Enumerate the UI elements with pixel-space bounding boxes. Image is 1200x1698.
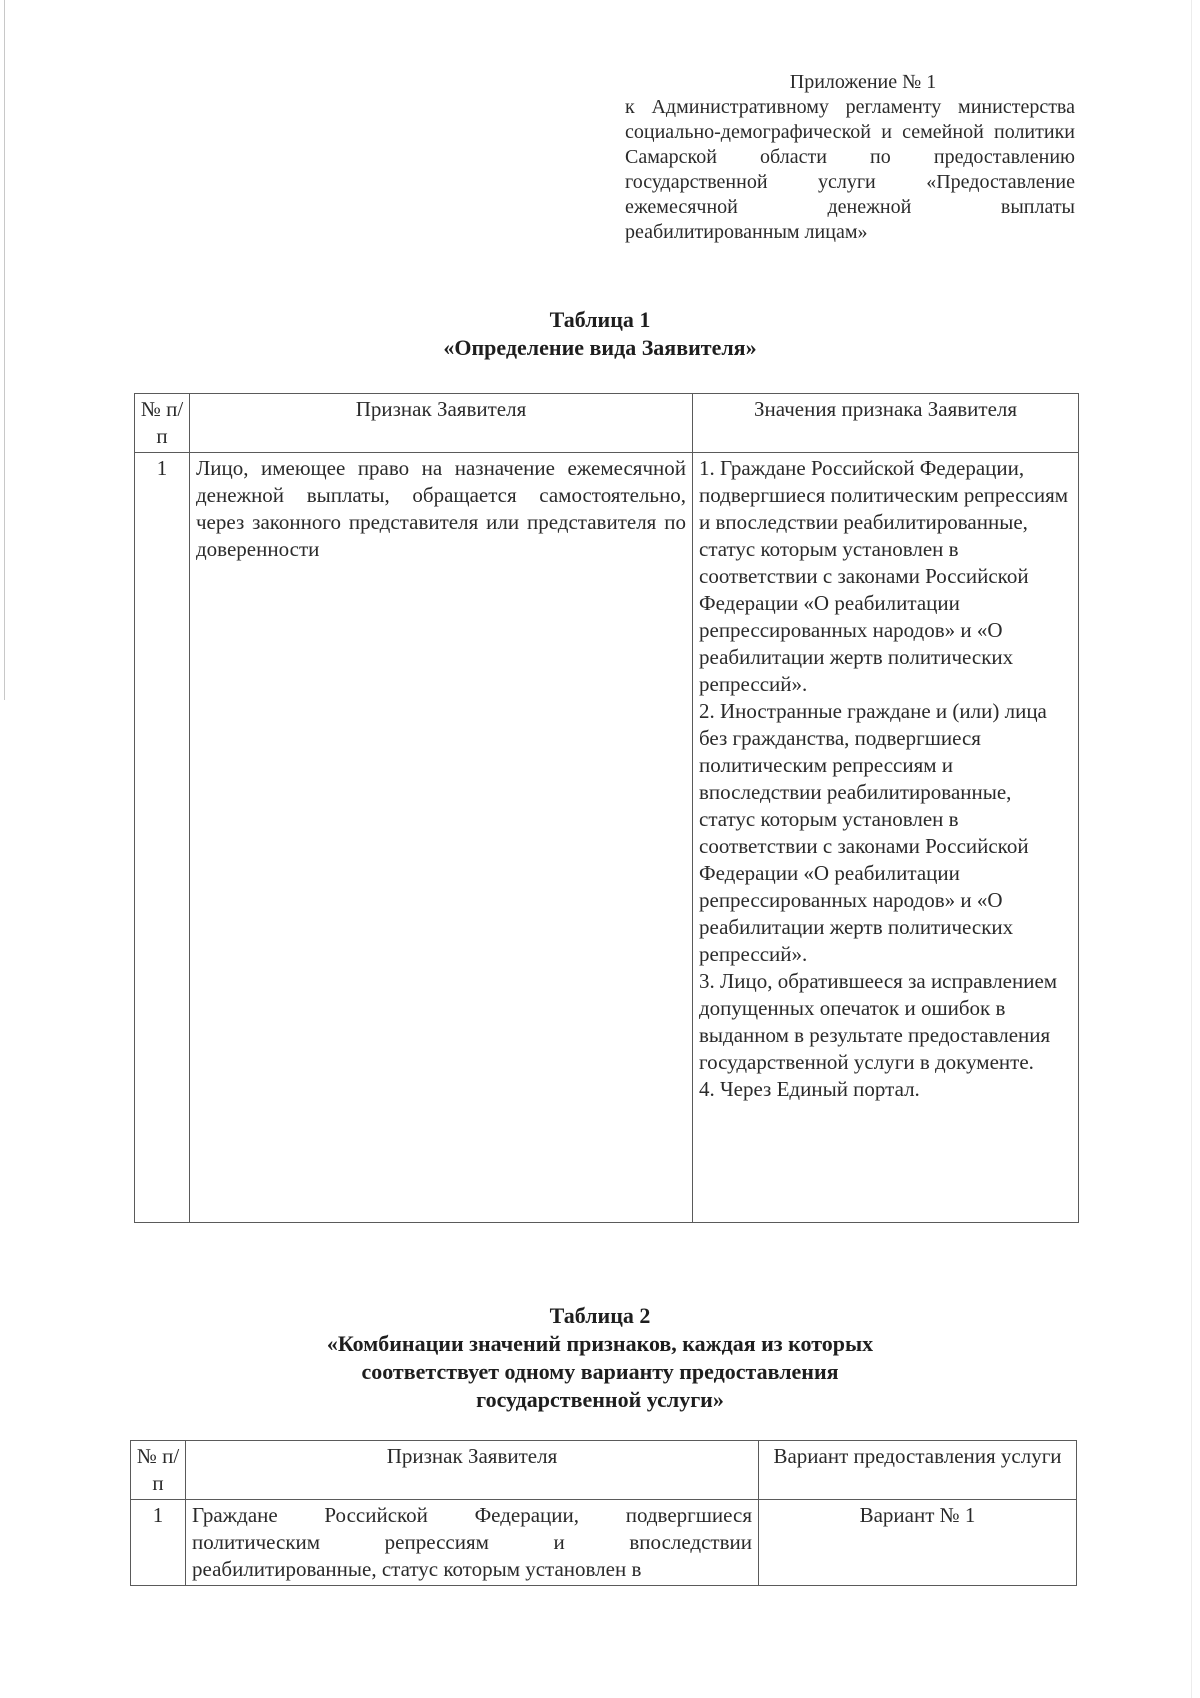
table2-heading bbox=[0, 1302, 1200, 1414]
table1-subtitle: «Определение вида Заявителя» bbox=[443, 335, 757, 360]
table1-row-values bbox=[693, 453, 1079, 1223]
table1-heading bbox=[0, 306, 1200, 362]
table1 bbox=[134, 393, 1079, 1223]
appendix-number: Приложение № 1 bbox=[789, 71, 937, 93]
value-item: 3. Лицо, обратившееся за исправлением допущенных опечаток и ошибок в выданном в результате предоставления государственной услуги в документе. bbox=[699, 969, 1058, 1074]
table2 bbox=[130, 1440, 1077, 1586]
table1-row-num: 1 bbox=[135, 453, 190, 1223]
table1-header-num: № п/п bbox=[135, 394, 190, 453]
table2-title: Таблица 2 bbox=[549, 1303, 651, 1328]
table1-header-feature: Признак Заявителя bbox=[190, 394, 693, 453]
table2-row-num: 1 bbox=[131, 1500, 186, 1586]
value-item: 2. Иностранные граждане и (или) лица без гражданства, подвергшиеся политическим репрессиям и впоследствии реабилитированные, статус которым установлен в соответствии с законами Российской Федерации «О реабилитации репрессированных народов» и «О реабилитации жертв политических репрессий». bbox=[699, 699, 1047, 966]
appendix-block bbox=[625, 70, 1075, 245]
value-item: 4. Через Единый портал. bbox=[699, 1077, 920, 1101]
table2-header-feature: Признак Заявителя bbox=[186, 1441, 759, 1500]
value-item: 1. Граждане Российской Федерации, подвергшиеся политическим репрессиям и впоследствии реабилитированные, статус которым установлен в соответствии с законами Российской Федерации «О реабилитации репрессированных народов» и «О реабилитации жертв политических репрессий». bbox=[699, 456, 1069, 696]
scan-edge-right bbox=[1191, 0, 1192, 1698]
table1-row-feature: Лицо, имеющее право на назначение ежемесячной денежной выплаты, обращается самостоятельно, через законного представителя или представителя по доверенности bbox=[190, 453, 693, 1223]
table2-row-feature: Граждане Российской Федерации, подвергшиеся политическим репрессиям и впоследствии реабилитированные, статус которым установлен в bbox=[186, 1500, 759, 1586]
table2-header-row bbox=[131, 1441, 1077, 1500]
appendix-text: к Административному регламенту министерства социально-демографической и семейной политики Самарской области по предоставлению государственной услуги «Предоставление ежемесячной денежной выплаты реабилитированным лицам» bbox=[625, 96, 1075, 243]
table2-header-num: № п/п bbox=[131, 1441, 186, 1500]
table2-subtitle-line: «Комбинации значений признаков, каждая из которых bbox=[326, 1331, 874, 1356]
table1-title: Таблица 1 bbox=[549, 307, 651, 332]
table2-row-variant: Вариант № 1 bbox=[759, 1500, 1077, 1586]
table-row bbox=[131, 1500, 1077, 1586]
table1-header-row bbox=[135, 394, 1079, 453]
table2-subtitle-line: соответствует одному варианту предоставления bbox=[361, 1359, 839, 1384]
table1-header-values: Значения признака Заявителя bbox=[693, 394, 1079, 453]
table2-header-variant: Вариант предоставления услуги bbox=[759, 1441, 1077, 1500]
table2-subtitle-line: государственной услуги» bbox=[476, 1387, 724, 1412]
table-row bbox=[135, 453, 1079, 1223]
